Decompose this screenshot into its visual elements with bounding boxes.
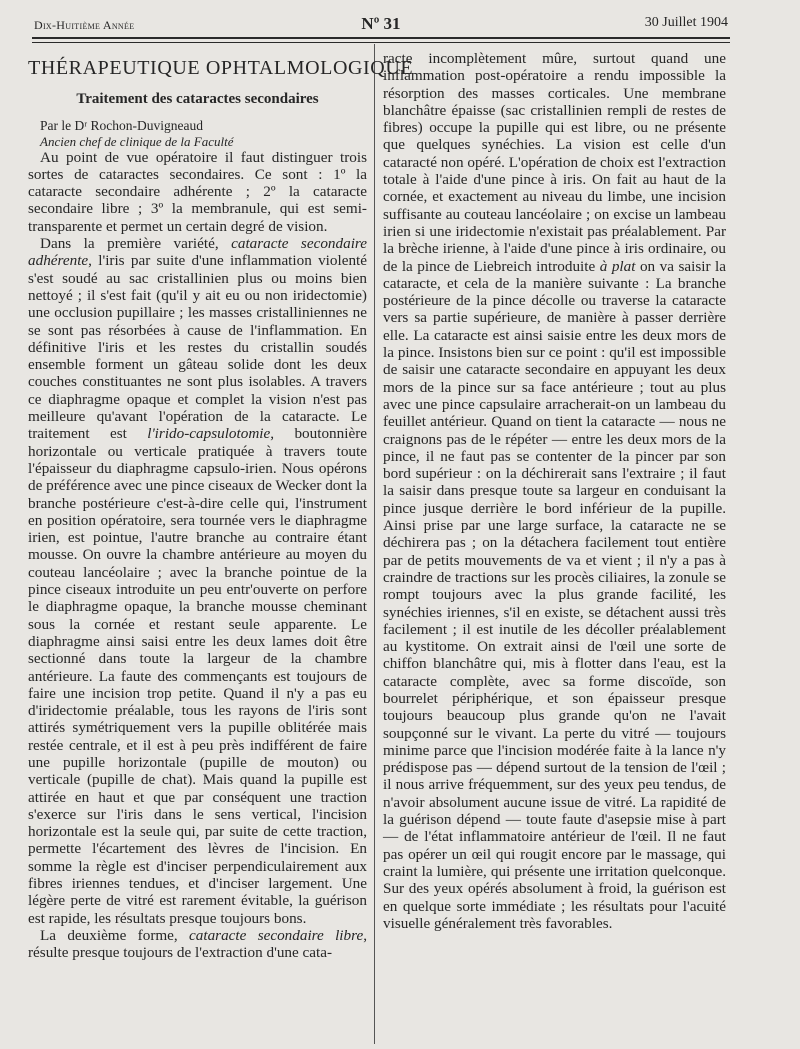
paragraph-intro: Au point de vue opératoire il faut distinguer trois sortes de cataractes secondaires. Ce sont : 1º la cataracte secondaire adhérente ; 2º la cataracte secondaire libre ; 3º la membranule, qui est semi-transparente et permet un certain degré de vision. — [28, 148, 367, 235]
paragraph-libre-start — [28, 927, 367, 962]
header-date: 30 Juillet 1904 — [644, 15, 728, 30]
text-run: , l'iris par suite d'une inflammation violenté s'est soudé au sac cristallinien plus ou moins bien nettoyé ; il s'est fait (qu'il y ait eu ou non iridectomie) une occlusion pupillaire ; les masses cristalliniennes ne se sont pas résorbées à cause de l'inflammation. En définitive l'iris et les restes du cristallin soudés ensemble forment un gâteau solide dont les deux couches constituantes ne sont plus isolables. A travers ce diaphragme opaque et complet la vision n'est pas meilleure qu'avant l'opération de la cataracte. Le traitement est — [28, 252, 367, 443]
text-run: Dans la première variété, — [40, 235, 232, 253]
header-issue-number: Nº 31 — [361, 14, 401, 33]
article-title: Traitement des cataractes secondaires — [76, 91, 319, 108]
text-run: La deuxième forme, — [40, 926, 190, 944]
term-libre: cataracte secondaire libre — [189, 926, 364, 944]
author-byline: Par le Dʳ Rochon-Duvigneaud — [40, 117, 204, 133]
header-rule-thin — [32, 42, 730, 43]
text-run: , boutonnière horizontale ou verticale pratiquée à travers toute l'épaisseur du diaphragme capsulo-irien. Nous opérons de préférence avec une pince ciseaux de Wecker dont la branche postérieure c'est-à-dire celle qui, l'instrument en position opératoire, sera tournée vers le diaphragme irien, est pointue, l'autre branche au contraire étant mousse. On ouvre la chambre antérieure au moyen du couteau lancéolaire ; avec la branche pointue de la pince ciseaux introduite un peu entr'ouverte on perfore le diaphragme opaque, la branche mousse cheminant sous la cornée et restant seule apparente. Le diaphragme ainsi saisi entre les deux lames doit être sectionné dans toute la largeur de la chambre antérieure. La faute des commençants est toujours de faire une incision trop petite. Quand il n'y a pas eu d'iridectomie préalable, tous les rayons de l'iris sont attirés symétriquement vers la pupille oblitérée mais restée centrale, et il est à peu près indifférent de faire une pupille horizontale (pupille de mouton) ou verticale (pupille de chat). Mais quand la pupille est attirée en haut et que par conséquent une traction s'exerce sur l'iris dans le sens vertical, l'incision horizontale est la seule qui, par suite de cette traction, permette l'écartement des lèvres de l'incision. En somme la règle est d'inciser perpendiculairement aux fibres iriennes tendues, et d'inciser largement. Une légère perte de vitré est rarement évitable, la guérison est rapide, les résultats presque toujours bons. — [28, 425, 368, 927]
text-run: racte incomplètement mûre, surtout quand une inflammation post-opératoire a rendu impossible la résorption des masses corticales. Une membrane blanchâtre épaisse (sac cristallinien rempli de restes de fibres) occupe la pupille qui est libre, ou ne présente que quelques synéchies. La vision est celle d'un cataracté non opéré. L'opération de choix est l'extraction totale à l'aide d'une pince à iris. On fait au haut de la cornée, et exactement au niveau du limbe, une incision suffisante au couteau lancéolaire ; on excise un lambeau irien si une iridectomie n'existait pas préalablement. Par la brèche irienne, à l'aide d'une pince à iris ordinaire, ou de la pince de Liebreich introduite — [383, 50, 726, 275]
header-rule-thick — [32, 37, 730, 39]
running-header — [34, 14, 728, 38]
author-affiliation: Ancien chef de clinique de la Faculté — [40, 133, 234, 149]
right-column — [383, 50, 726, 932]
text-run: on va saisir la cataracte, et cela de la manière suivante : La branche postérieure de la pince décolle ou traverse la cataracte vers sa partie supérieure, de manière à passer derrière elle. La cataracte est ainsi saisie entre les deux mors de la pince. Insistons bien sur ce point : qu'il est impossible de saisir une cataracte secondaire en appuyant les deux mors de la pince sur sa face antérieure ; tout au plus avec une pince capsulaire arracherait-on un lambeau du feuillet antérieur. Quand on tient la cataracte — nous ne craignons pas de le répéter — entre les deux mors de la pince, il ne faut pas se contenter de la pincer par son bord supérieur : on la déchirerait sans l'extraire ; il faut la saisir dans presque toute sa largeur en conduisant la pince jusque derrière le bord inférieur de la pupille. Ainsi prise par une large surface, la cataracte ne se déchirera pas ; on la détachera facilement tout entière par de petits mouvements de va et vient ; il n'y a pas à craindre de tractions sur les procès ciliaires, la zonule se rompt toujours avec la plus grande facilité, les synéchies iriennes, s'il en existe, se détachent aussi très facilement ; il est inutile de les décoller préalablement au kystitome. On extrait ainsi de l'œil une sorte de chiffon blanchâtre qui, mis à flotter dans l'eau, est la cataracte complète, avec sa forme discoïde, son bourrelet périphérique, et son épaisseur presque toujours beaucoup plus grande qu'on ne l'avait soupçonné sur le vivant. La perte du vitré — toujours minime parce que l'incision modérée faite à la lance n'y prédispose pas — dépend surtout de la tension de l'œil ; il nous arrive fréquemment, sur des yeux peu tendus, de n'avoir absolument aucune issue de vitré. La rapidité de la guérison dépend — toute faute d'asepsie mise à part — de l'état inflammatoire antérieur de l'œil. Il ne faut pas opérer un œil qui rougit encore par le massage, qui craint la lumière, qui présente une irritation quelconque. Sur des yeux opérés absolument à froid, la guérison est en quelque sorte immédiate ; les résultats pour l'acuité visuelle généralement très favorables. — [383, 257, 726, 932]
column-divider — [374, 44, 375, 1044]
text-run: , résulte presque toujours de l'extraction d'une cata- — [28, 926, 367, 962]
header-year: Dix-Huitième Année — [34, 18, 135, 32]
section-heading: THÉRAPEUTIQUE OPHTALMOLOGIQUE — [28, 57, 414, 79]
paragraph-libre-continued — [383, 50, 726, 932]
paragraph-adherent — [28, 235, 367, 927]
term-adherent: cataracte secondaire adhérente — [28, 235, 367, 270]
term-irido-capsulotomie: l'irido-capsulotomie — [147, 425, 271, 443]
term-a-plat: à plat — [599, 257, 636, 275]
left-column — [28, 50, 414, 962]
